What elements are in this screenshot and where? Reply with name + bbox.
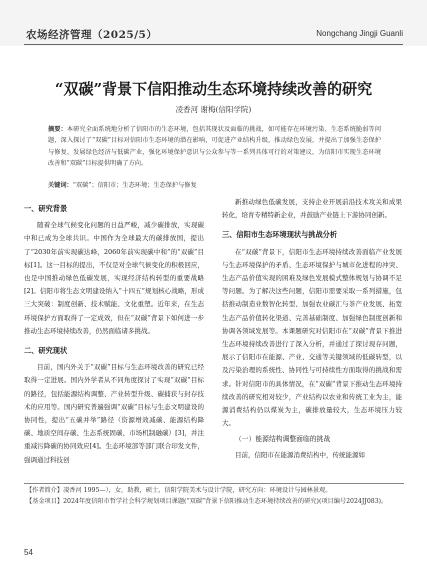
article-author: 凌香河 谢梅(信阳学院) xyxy=(175,105,252,114)
page-number: 54 xyxy=(24,548,33,557)
article-title: “双碳”背景下信阳推动生态环境持续改善的研究 xyxy=(54,80,373,98)
journal-name: 农场经济管理（2025/5） xyxy=(26,29,158,41)
footnote-divider xyxy=(24,483,404,484)
keywords xyxy=(48,180,381,189)
section-heading-status: 二、研究现状 xyxy=(24,346,68,356)
abstract-label: 摘要： xyxy=(48,126,67,133)
journal-name-en: Nongchang Jingji Guanli xyxy=(316,29,403,38)
page-header xyxy=(0,0,427,46)
header-divider xyxy=(24,44,403,45)
keywords-text: “双碳”；信阳市；生态环境；生态保护与修复 xyxy=(72,182,197,189)
keywords-label: 关键词： xyxy=(48,182,73,189)
paragraph-background: 随着全球气候变化问题的日益严峻，减少碳排放，实现碳中和已成为全球共识。中国作为全球最大的碳排放国，提出了“2030年前实现碳达峰，2060年前实现碳中和”的“双碳”目标[1]。这一目标的提出，不仅是对全球气候变化的积极回应，也是中国推动绿色低碳发展，实现经济结构转型的重要战略[2]。信阳市将生态文明建设纳入“十四五”规划核心战略，形成三大突破：制度创新、技术赋能、文化重塑。近年来，在生态环境保护方面取得了一定成效，但在“双碳”背景下如何进一步推动生态环境持续改善，仍然面临诸多挑战。 xyxy=(24,221,204,335)
section-heading-background: 一、研究背景 xyxy=(24,204,68,213)
paragraph-status: 目前，国内外关于“双碳”目标与生态环境改善的研究已经取得一定进展。国内外学者从不同角度探讨了实现“双碳”目标的路径，包括能源结构调整、产业转型升级、碳捕获与封存技术的应用等。国内研究普遍强调“双碳”目标与生态文明建设的协同性，提出“五碳并举”路径（资源增效减碳、能源结构降碳、地质空间存碳、生态系统固碳、市场机制融碳）[3]，并注重减污降碳的协同效应[4]。生态环境部等部门联合印发文件，强调通过科技创 xyxy=(24,363,204,464)
abstract-text: 本研究全面系统地分析了信阳市的生态环境，包括其现状及面临的挑战，如可能存在环境污染、生态系统脆弱等问题，深入探讨了“双碳”目标对信阳市生态环境的潜在影响，可促进产业结构升级，推动绿色发展，并提出了加强生态保护与修复、发展绿色经济与低碳产业，强化环境保护意识与公众参与等一系列具体可行的对策建议，为信阳市实现生态环境改善和“双碳”目标提供明确了方向。 xyxy=(48,126,382,168)
footnote-author: 【作者简介】凌香河 1995—），女，助教，硕士，信阳学院美术与设计学院，研究方向：环境设计与园林景观。 xyxy=(26,487,332,494)
subsection-heading-energy: （一）能源结构调整面临的挑战 xyxy=(235,435,331,444)
paragraph-energy: 目前，信阳市在能源消费结构中，传统能源如 xyxy=(235,450,365,459)
paragraph-continued: 新推动绿色低碳发展，支持企业开展前沿技术攻关和成果转化，培育专精特新企业，并鼓励产业链上下游协同创新。 xyxy=(222,198,402,220)
paragraph-challenges: 在“双碳”背景下，信阳市生态环境持续改善面临产业发展与生态环境保护的矛盾、生态环境保护与城市化进程的冲突、生态产品价值实现的困难及绿色发展模式整体规划与协调不足等问题。为了解决这些问题，信阳市需要采取一系列措施，包括推动制造业数智化转型、加强农业碳汇与茶产业发展、拓宽生态产品价值转化渠道、完善基础制度、加强绿色制度创新和协调各领域发展等。本课题研究对信阳市在“双碳”背景下推进生态环境持续改善进行了深入分析，并通过了探讨现存问题，展示了信阳市在能源、产业、交通等关键领域的低碳转型，以及污染治理的系统性、协同性与可持续性方面取得的挑战和需求。针对信阳市的具体情况，在“双碳”背景下推动生态环境持续改善的研究相对较少，产业结构以农业和传统工业为主，能源消费结构仍以煤炭为主，碳排放量较大，生态环境压力较大。 xyxy=(222,247,402,428)
abstract xyxy=(48,124,381,170)
left-column xyxy=(24,196,204,467)
footnote-funding: 【基金项目】2024年度信阳市哲学社会科学规划项目课题(“双碳”背景下信阳推动生态环境持续改善的研究)(项目编号2024JJ083)。 xyxy=(26,498,388,505)
right-column xyxy=(222,196,402,462)
section-heading-challenges: 三、信阳市生态环境现状与挑战分析 xyxy=(222,230,338,240)
